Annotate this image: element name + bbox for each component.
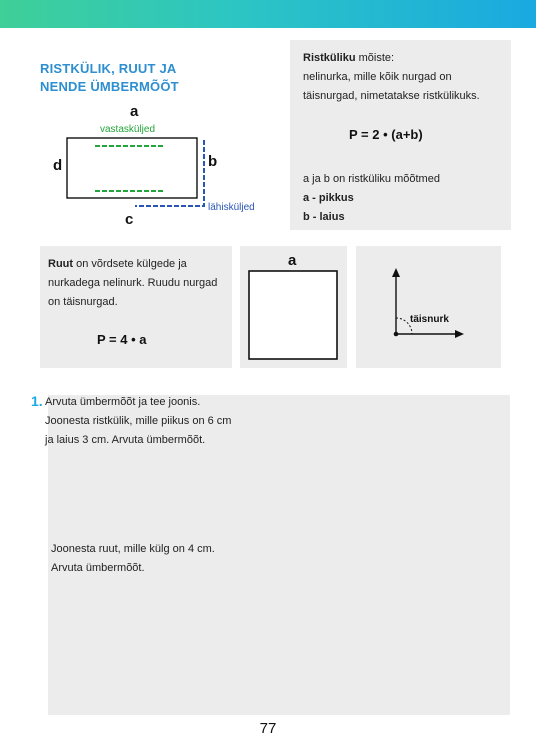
sq-def-line-1 [48, 255, 187, 274]
square-diagram-panel [240, 246, 347, 368]
rect-label-bottom: c [125, 211, 134, 228]
rect-label-right: b [208, 153, 218, 170]
sq-def-line-1-rest: on võrdsete külgede ja [73, 258, 187, 270]
square-shape [249, 271, 337, 359]
adjacent-side-mark [135, 140, 204, 206]
rectangle-definition-panel [290, 40, 511, 230]
exercise-square-task-line-1: Joonesta ruut, mille külg on 4 cm. [51, 543, 215, 555]
rectangle-diagram [40, 100, 270, 230]
right-angle-diagram [356, 246, 501, 368]
square-perimeter-formula: P = 4 • a [97, 332, 147, 347]
sq-def-term: Ruut [48, 258, 74, 270]
angle-label: täisnurk [410, 314, 449, 325]
square-definition-panel [40, 246, 232, 368]
exercise-number: 1. [31, 393, 43, 409]
rect-def-line-3: täisnurgad, nimetatakse ristkülikuks. [303, 90, 480, 102]
rect-label-left: d [53, 157, 63, 174]
rect-perimeter-formula: P = 2 • (a+b) [349, 127, 423, 142]
rect-def-term: Ristküliku [303, 52, 356, 64]
exercise-instruction: Arvuta ümbermõõt ja tee joonis. [45, 396, 201, 408]
heading-line-2: NENDE ÜMBERMÕÕT [40, 79, 179, 94]
rect-label-top: a [130, 103, 139, 120]
opposite-sides-label: vastasküljed [100, 124, 156, 135]
rect-def-line-2: nelinurka, mille kõik nurgad on [303, 71, 452, 83]
top-gradient-bar [0, 0, 536, 28]
angle-vertex [394, 332, 399, 337]
square-label: a [288, 252, 297, 269]
page-number: 77 [259, 720, 277, 737]
square-diagram [240, 246, 347, 368]
vertical-arrow-head [392, 268, 400, 277]
horizontal-arrow-head [455, 330, 464, 338]
heading-line-1: RISTKÜLIK, RUUT JA [40, 61, 177, 76]
rect-width-line: b - laius [303, 211, 345, 223]
sq-def-line-2: nurkadega nelinurk. Ruudu nurgad [48, 277, 218, 289]
rect-def-line-1-rest: mõiste: [355, 52, 395, 64]
sq-def-line-3: on täisnurgad. [48, 296, 118, 308]
exercise-square-task-line-2: Arvuta ümbermõõt. [51, 562, 145, 574]
right-angle-panel [356, 246, 501, 368]
section-heading [40, 60, 210, 96]
rect-length-line: a - pikkus [303, 192, 354, 204]
adjacent-sides-label: lähisküljed [208, 202, 255, 213]
exercise-rect-task-line-2: ja laius 3 cm. Arvuta ümbermõõt. [45, 434, 206, 446]
exercise-rect-task-line-1: Joonesta ristkülik, mille piikus on 6 cm [45, 415, 232, 427]
rect-def-line-1 [303, 49, 394, 68]
rect-dims-line: a ja b on ristküliku mõõtmed [303, 173, 440, 185]
